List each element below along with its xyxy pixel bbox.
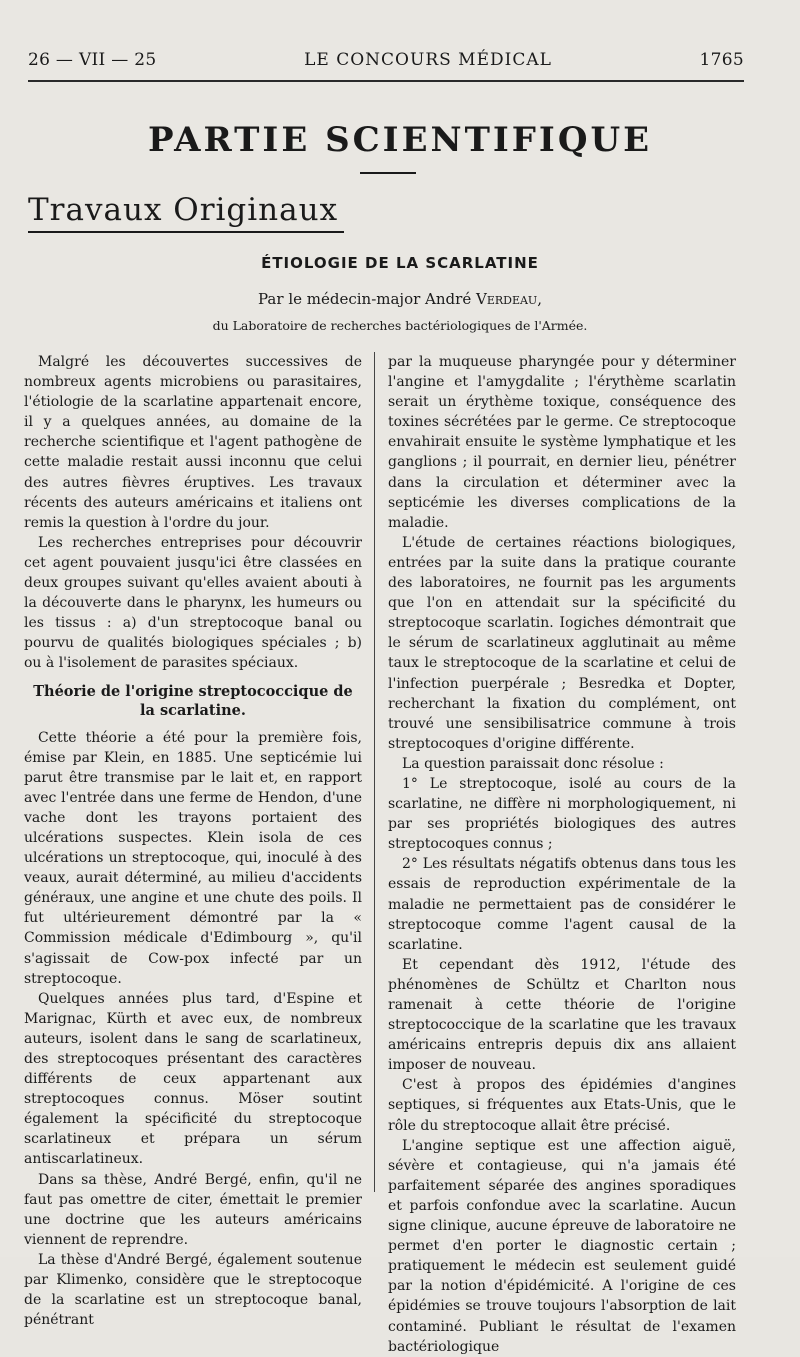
paragraph: Dans sa thèse, André Bergé, enfin, qu'il ne faut pas omettre de citer, émettait le premier une doctrine que les auteurs américains viennent de reprendre. — [24, 1171, 362, 1248]
paragraph: L'étude de certaines réactions biologiques, entrées par la suite dans la pratique courante des laboratoires, ne fournit pas les arguments que l'on en attendait sur la spécificité du streptocoque scarlatin. Iogiches démontrait que le sérum de scarlatineux agglutinait au même taux le streptocoque de la scarlatine et celui de l'infection puerpérale ; Besredka et Dopter, recherchant la fixation du complément, ont trouvé une sensibilisatrice commune à trois streptocoques d'origine différente. — [388, 534, 736, 752]
rubric-title: Travaux Originaux — [28, 192, 339, 228]
paragraph: Cette théorie a été pour la première fois, émise par Klein, en 1885. Une septicémie lui parut être transmise par le lait et, en rapport avec l'entrée dans une ferme de Hendon, d'une vache dont les trayons portaient des ulcérations suspectes. Klein isola de ces ulcérations un streptocoque, qui, inoculé à des veaux, aurait déterminé, au milieu d'accidents généraux, une angine et une chute des poils. Il fut ultérieurement démontré par la « Commission médicale d'Edimbourg », qu'il s'agissait de Cow-pox infecté par un streptocoque. — [24, 729, 362, 987]
column-divider — [374, 352, 375, 1192]
paragraph: Les recherches entreprises pour découvrir cet agent pouvaient jusqu'ici être classées en deux groupes suivant qu'elles avaient abouti à la découverte dans le pharynx, les humeurs ou les tissus : a) d'un streptocoque banal ou pourvu de qualités biologiques spéciales ; b) ou à l'isolement de parasites spéciaux. — [24, 534, 362, 672]
byline — [0, 290, 800, 308]
rubric-underline — [28, 231, 344, 233]
paragraph: Et cependant dès 1912, l'étude des phénomènes de Schültz et Charlton nous ramenait à cette théorie de l'origine streptococcique de la scarlatine que les travaux américains entrepris depuis dix ans allaient imposer de nouveau. — [388, 956, 736, 1074]
left-column — [24, 352, 362, 1330]
header-journal-title: LE CONCOURS MÉDICAL — [304, 50, 552, 70]
section-underline — [360, 172, 416, 174]
paragraph: L'angine septique est une affection aiguë, sévère et contagieuse, qui n'a jamais été parfaitement séparée des angines sporadiques et parfois confondue avec la scarlatine. Aucun signe clinique, aucune épreuve de laboratoire ne permet d'en porter le diagnostic certain ; pratiquement le médecin est seulement guidé par la notion d'épidémicité. A l'origine de ces épidémies se trouve toujours l'absorption de lait contaminé. Publiant le résultat de l'examen bactériologique — [388, 1137, 736, 1355]
paragraph: 2° Les résultats négatifs obtenus dans tous les essais de reproduction expérimentale de la maladie ne permettaient pas de considérer le streptocoque comme l'agent causal de la scarlatine. — [388, 856, 736, 953]
paragraph: Quelques années plus tard, d'Espine et Marignac, Kürth et avec eux, de nombreux auteurs, isolent dans le sang de scarlatineux, des streptocoques présentant des caractères différents de ceux appartenant aux streptocoques connus. Möser soutint également la spécificité du streptocoque scarlatineux et prépara un sérum antiscarlatineux. — [24, 990, 362, 1168]
header-date: 26 — VII — 25 — [28, 50, 157, 70]
right-column — [388, 352, 736, 1357]
paragraph: La thèse d'André Bergé, également soutenue par Klimenko, considère que le streptocoque de la scarlatine est un streptocoque banal, pénétrant — [24, 1251, 362, 1329]
header-rule — [28, 80, 744, 82]
paragraph: par la muqueuse pharyngée pour y déterminer l'angine et l'amygdalite ; l'érythème scarlatin serait un érythème toxique, conséquence des toxines sécrétées par le germe. Ce streptocoque envahirait ensuite le système lymphatique et les ganglions ; il pourrait, en dernier lieu, pénétrer dans la circulation et déterminer avec la septicémie les diverses complications de la maladie. — [388, 354, 736, 531]
section-title: PARTIE SCIENTIFIQUE — [147, 120, 653, 160]
affiliation: du Laboratoire de recherches bactériologiques de l'Armée. — [212, 318, 588, 333]
paragraph: C'est à propos des épidémies d'angines septiques, si fréquentes aux Etats-Unis, que le rôle du streptocoque allait être précisé. — [388, 1077, 736, 1134]
paragraph: Malgré les découvertes successives de nombreux agents microbiens ou parasitaires, l'étiologie de la scarlatine appartenait encore, il y a quelques années, au domaine de la recherche scientifique et l'agent pathogène de cette maladie restait aussi inconnu que celui des autres fièvres éruptives. Les travaux récents des auteurs américains et italiens ont remis la question à l'ordre du jour. — [24, 354, 362, 531]
author-name: Verdeau, — [475, 290, 542, 308]
byline-prefix: Par le médecin-major André — [258, 290, 472, 308]
paragraph: La question paraissait donc résolue : — [402, 755, 664, 772]
article-title: ÉTIOLOGIE DE LA SCARLATINE — [261, 254, 539, 272]
running-header — [28, 50, 744, 70]
header-page-number: 1765 — [699, 50, 744, 70]
paragraph: 1° Le streptocoque, isolé au cours de la scarlatine, ne diffère ni morphologiquement, ni par ses propriétés biologiques des autres streptocoques connus ; — [388, 775, 736, 853]
subheading: Théorie de l'origine streptococcique de la scarlatine. — [33, 682, 353, 719]
